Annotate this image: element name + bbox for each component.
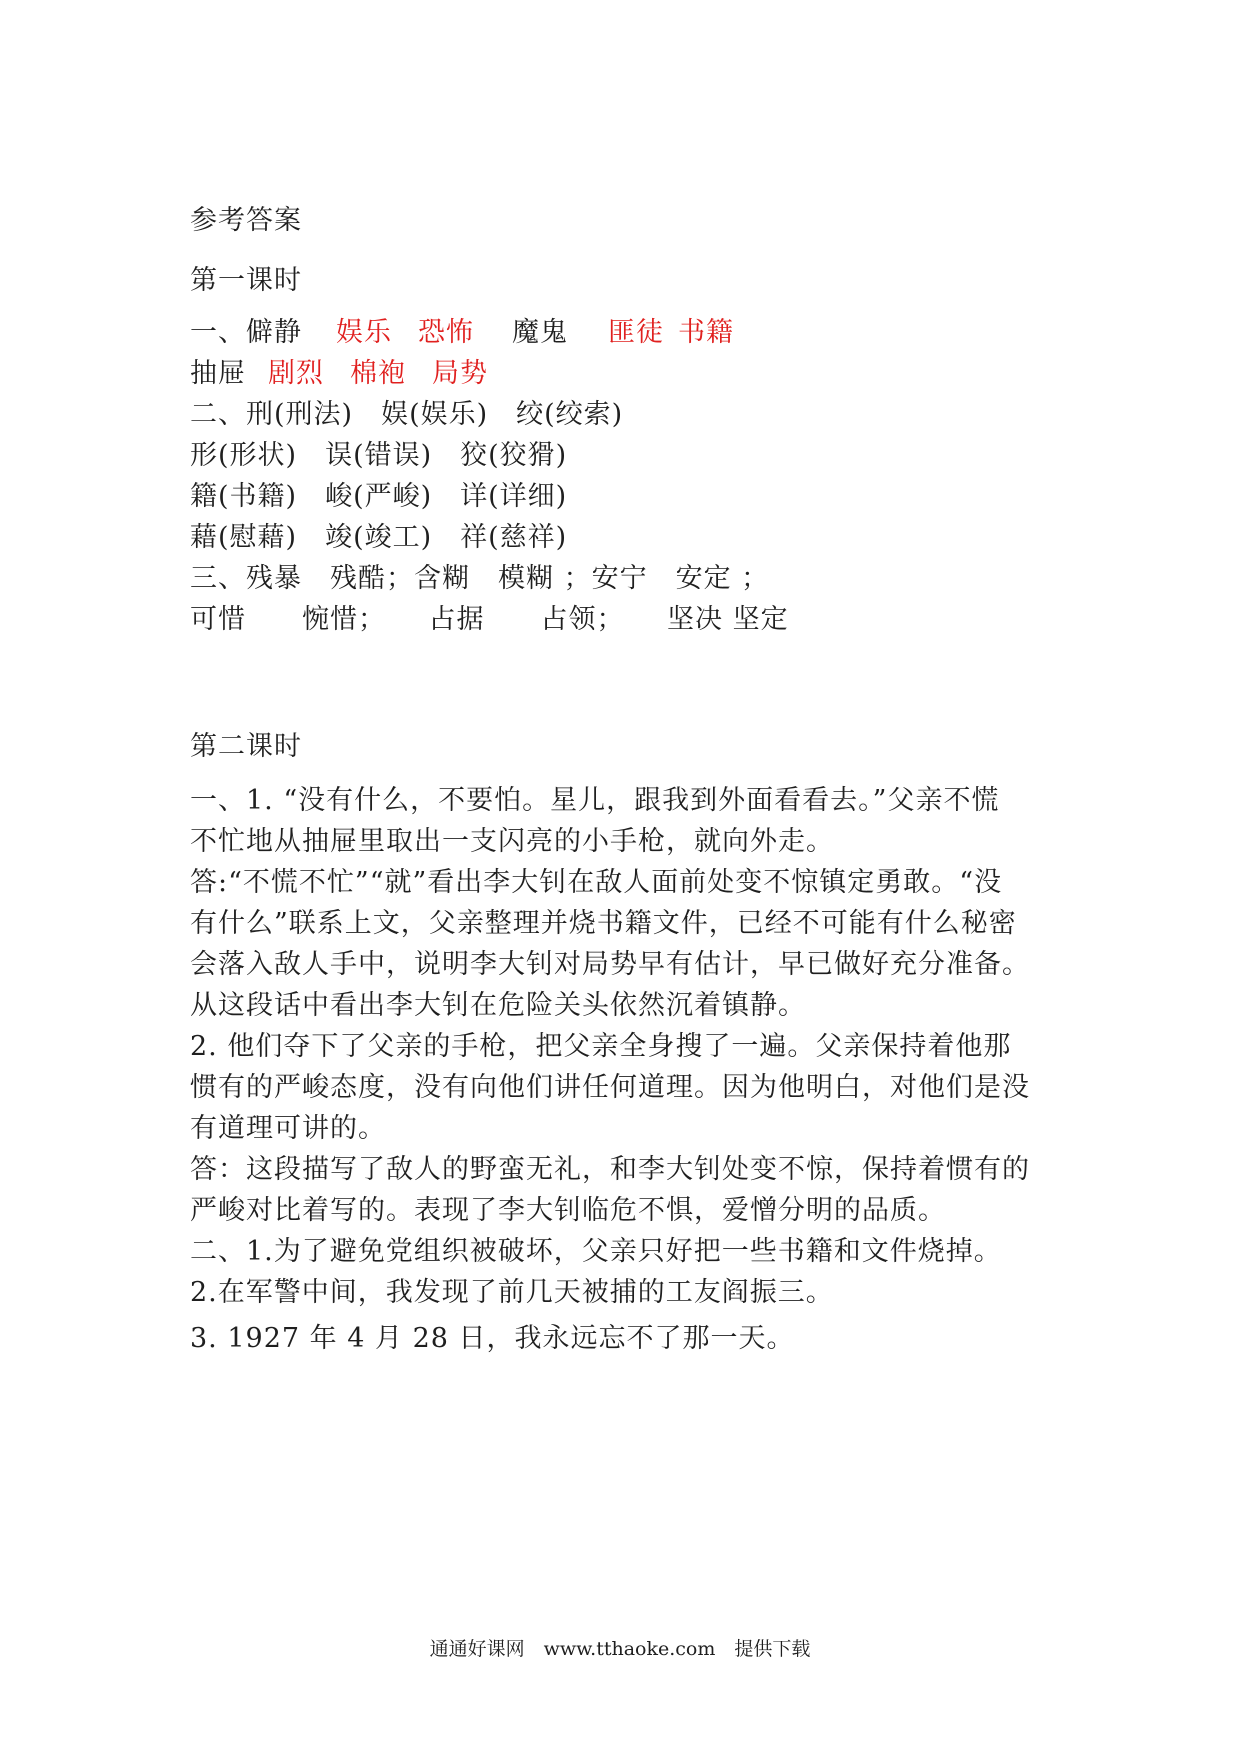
q1-answer-word: 恐怖 [418,317,474,348]
lesson1-q2-line: 藉(慰藉) 竣(竣工) 祥(慈祥) [190,522,568,553]
answer-title: 参考答案 [190,205,302,236]
lesson2-line: 有什么”联系上文，父亲整理并烧书籍文件，已经不可能有什么秘密 [190,908,1017,939]
page-footer: 通通好课网 www.tthaoke.com 提供下载 [429,1638,811,1660]
lesson2-line: 惯有的严峻态度，没有向他们讲任何道理。因为他明白，对他们是没 [190,1072,1030,1103]
q1-answer-word: 书籍 [678,317,734,348]
lesson1-q1-line2 [190,357,488,391]
lesson2-line: 不忙地从抽屉里取出一支闪亮的小手枪，就向外走。 [190,826,834,857]
q1-word: 魔鬼 [512,317,568,348]
lesson2-heading: 第二课时 [190,731,302,762]
lesson2-line: 从这段话中看出李大钊在危险关头依然沉着镇静。 [190,990,806,1021]
lesson2-line: 2.在军警中间，我发现了前几天被捕的工友阎振三。 [190,1277,834,1308]
lesson2-line: 答:“不慌不忙”“就”看出李大钊在敌人面前处变不惊镇定勇敢。“没 [190,867,1003,898]
q1-prefix: 一、僻静 [190,317,302,348]
lesson2-line: 严峻对比着写的。表现了李大钊临危不惧，爱憎分明的品质。 [190,1195,946,1226]
q1-answer-word: 棉袍 [350,358,406,389]
lesson2-line: 答：这段描写了敌人的野蛮无礼，和李大钊处变不惊，保持着惯有的 [190,1154,1030,1185]
q1-answer-word: 匪徒 [608,317,664,348]
q1-answer-word: 局势 [432,358,488,389]
lesson1-q2-line: 形(形状) 误(错误) 狡(狡猾) [190,440,568,471]
q1-answer-word: 剧烈 [268,358,324,389]
lesson1-q1-line1 [190,316,734,350]
q1-word: 抽屉 [190,358,246,389]
lesson2-line: 一、1. “没有什么，不要怕。星儿，跟我到外面看看去。”父亲不慌 [190,785,1000,816]
lesson1-q2-line: 籍(书籍) 峻(严峻) 详(详细) [190,481,568,512]
lesson2-line: 2. 他们夺下了父亲的手枪，把父亲全身搜了一遍。父亲保持着他那 [190,1031,1012,1062]
lesson1-q3-line: 可惜 惋惜； 占据 占领； 坚决 坚定 [190,604,789,635]
lesson1-q2-line: 二、刑(刑法) 娱(娱乐) 绞(绞索) [190,399,624,430]
lesson2-line: 二、1.为了避免党组织被破坏，父亲只好把一些书籍和文件烧掉。 [190,1236,1002,1267]
lesson2-line: 有道理可讲的。 [190,1113,386,1144]
lesson1-q3-line: 三、残暴 残酷；含糊 模糊 ；安宁 安定 ； [190,563,770,594]
q1-answer-word: 娱乐 [336,317,392,348]
lesson2-line: 会落入敌人手中，说明李大钊对局势早有估计，早已做好充分准备。 [190,949,1030,980]
lesson2-line: 3. 1927 年 4 月 28 日，我永远忘不了那一天。 [190,1323,795,1354]
lesson1-heading: 第一课时 [190,265,302,296]
